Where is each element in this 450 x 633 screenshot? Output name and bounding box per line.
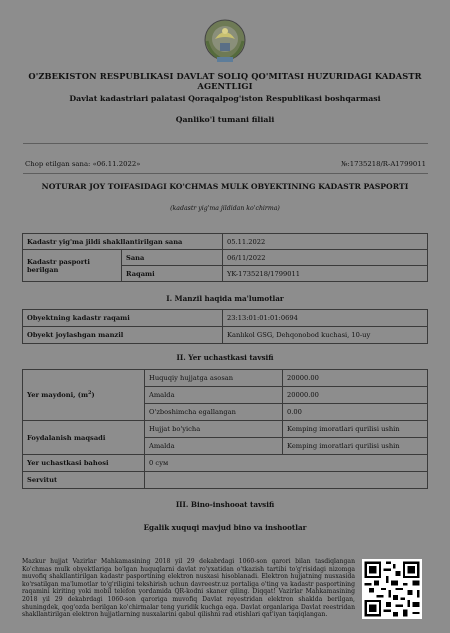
area-actual-label: Amalda xyxy=(145,387,283,404)
state-emblem-icon xyxy=(203,17,247,65)
passport-issued-label: Kadastr pasporti berilgan xyxy=(23,250,122,282)
document-title: NOTURAR JOY TOIFASIDAGI KO'CHMAS MULK OBYEKTINING KADASTR PASPORTI xyxy=(41,182,409,191)
passport-number-value: YK-1735218/1799011 xyxy=(223,266,428,282)
document-subtitle: (kadastr yig'ma jildidan ko'chirma) xyxy=(170,205,280,212)
passport-info-table xyxy=(22,233,428,282)
section-land-title: II. Yer uchastkasi tavsifi xyxy=(176,353,274,362)
servitut-label: Servitut xyxy=(23,472,145,489)
section-building-title: III. Bino-inshooat tavsifi xyxy=(175,500,275,509)
area-actual-value: 20000.00 xyxy=(283,387,428,404)
purpose-label: Foydalanish maqsadi xyxy=(23,421,145,455)
address-value: Kanlıkol GSG, Dehqonobod kuchasi, 10-uy xyxy=(223,327,428,344)
folder-date-label: Kadastr yig'ma jildi shakllantirilgan sana xyxy=(23,234,223,250)
section-address-title: I. Manzil haqida ma'lumotlar xyxy=(166,294,284,303)
chamber-name: Davlat kadastrlari palatasi Qoraqalpog'iston Respublikasi boshqarmasi xyxy=(69,94,381,103)
purpose-doc-value: Kemping imoratlari qurilisi ushin xyxy=(283,421,428,438)
area-legal-value: 20000.00 xyxy=(283,370,428,387)
document-number: №:1735218/R-A1799011 xyxy=(340,160,426,168)
print-date: Chop etilgan sana: «06.11.2022» xyxy=(25,160,141,168)
area-unauthorized-label: O'zboshimcha egallangan xyxy=(145,404,283,421)
issue-date-value: 06/11/2022 xyxy=(223,250,428,266)
divider xyxy=(23,173,428,174)
address-label: Obyekt joylashgan manzil xyxy=(23,327,223,344)
land-area-label: Yer maydoni, $(m^2)$ xyxy=(23,370,145,421)
footer-legal-text: Mazkur hujjat Vazirlar Mahkamasining 2018 yil 29 dekabrdagi 1060-son qarori bilan tasdiqlangan Ko'chmas mulk obyektlariga bo'lgan huquqlarni davlat ro'yxatidan o'tkazish tartibi to'g'risidagi nizomga muvofiq shakllantirilgan kadastr pasportining elektron nusxasi hisoblanadi. Elektron hujjatning nusxasida ko'rsatilgan ma'lumotlar to'g'riligini tekshirish uchun davreestr.uz portaliga o'ting va kadastr pasportining raqamini kiriting yoki mobil telefon yordamida QR-kodni skaner qiling. Diqqat! Vazirlar Mahkamasining 2018 yil 29 dekabrdagi 1060-son qaroriga muvofiq Davlat reyestridan elektron shaklda berilgan, shuningdek, qog'ozda berilgan ko'chirmalar teng yuridik kuchga ega. Davlat organlariga Davlat reestridan shakllantirilgan elektron hujjatlarning nusxalarini qabul qilishni rad etishlari qat'iyan taqiqlangan. xyxy=(22,558,355,619)
divider xyxy=(23,143,428,144)
passport-number-label: Raqami xyxy=(122,266,223,282)
building-note: Egalik xuquqi mavjud bino va inshootlar xyxy=(143,523,307,532)
land-value-label: Yer uchastkasi bahosi xyxy=(23,455,145,472)
purpose-doc-label: Hujjat bo'yicha xyxy=(145,421,283,438)
qr-code-icon[interactable] xyxy=(362,559,422,619)
folder-date-value: 05.11.2022 xyxy=(223,234,428,250)
cadastral-number-label: Obyektning kadastr raqami xyxy=(23,310,223,327)
purpose-actual-value: Kemping imoratlari qurilisi ushin xyxy=(283,438,428,455)
land-table xyxy=(22,369,428,489)
issue-date-label: Sana xyxy=(122,250,223,266)
area-legal-label: Huquqiy hujjatga asosan xyxy=(145,370,283,387)
branch-name: Qanliko'l tumani filiali xyxy=(175,115,275,124)
cadastral-number-value: 23:13:01:01:01:0694 xyxy=(223,310,428,327)
address-table xyxy=(22,309,428,344)
land-value-value: 0 сум xyxy=(145,455,428,472)
servitut-value xyxy=(145,472,428,489)
agency-name: O'ZBEKISTON RESPUBLIKASI DAVLAT SOLIQ QO'MITASI HUZURIDAGI KADASTR AGENTLIGI xyxy=(28,71,422,91)
area-unauthorized-value: 0.00 xyxy=(283,404,428,421)
purpose-actual-label: Amalda xyxy=(145,438,283,455)
